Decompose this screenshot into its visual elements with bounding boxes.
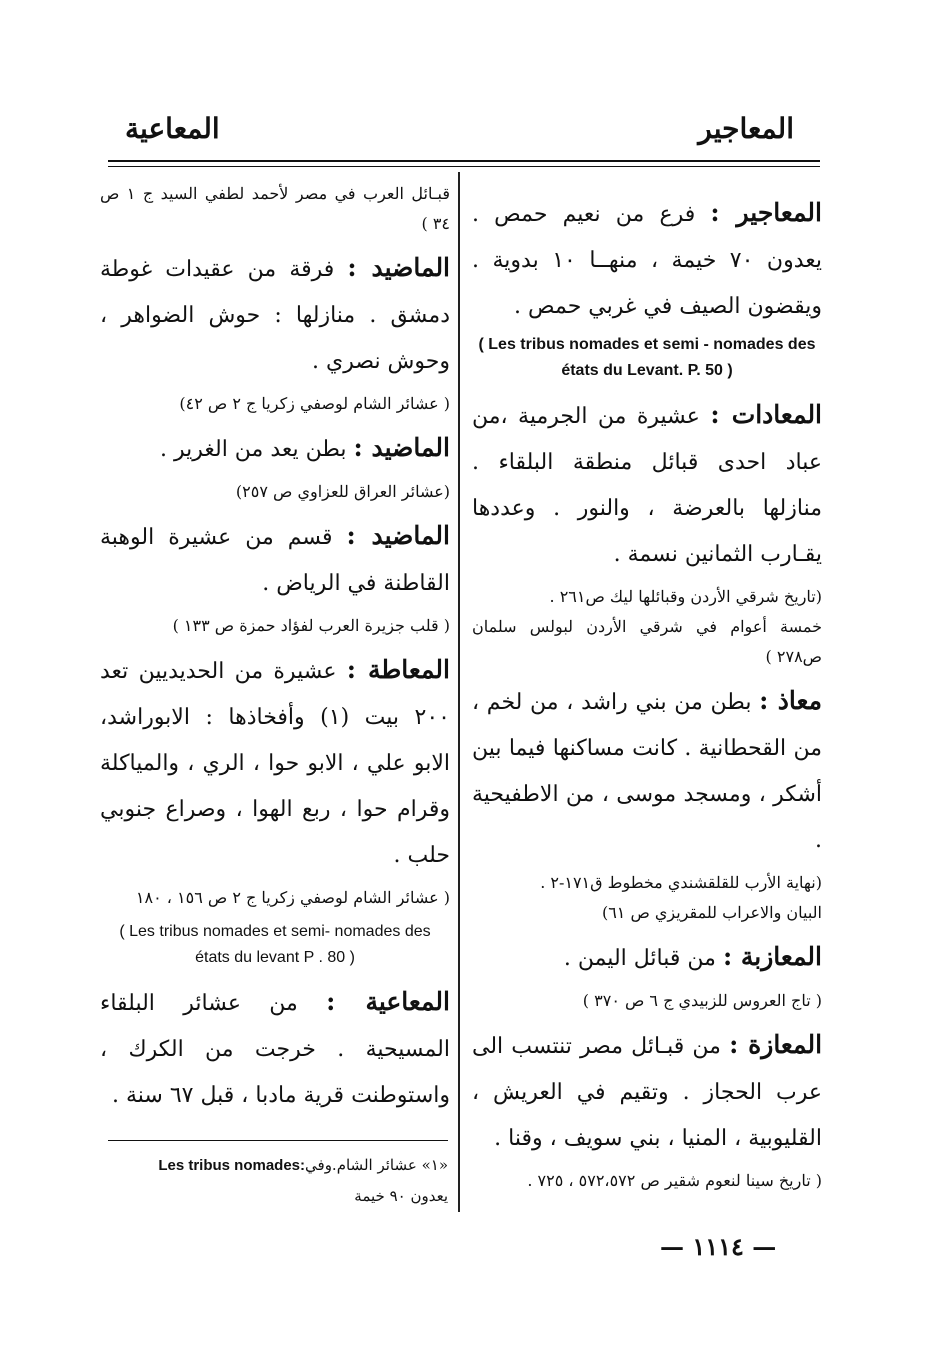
entry-body: عشيرة من الجرمية ،من عباد احدى قبائل منطقة البلقاء . منازلها بالعرضة ، والنور . وعددها يقـارب الثمانين نسمة . [472,404,822,567]
entry-maata [100,647,450,879]
footnote [108,1150,448,1211]
right-column [472,190,822,1202]
reference-continued: قبـائل العرب في مصر لأحمد لطفي السيد ج ١ ص ٣٤ ) [100,184,450,233]
entry-heading: المعازبة : [722,942,822,971]
reference-line: البيان والاعراب للمقريزي ص ٦١) [601,903,822,922]
reference-line: (نهاية الأرب للقلقشندي مخطوط ق١٧١-٢ . [540,873,822,892]
entry-maaza [472,1022,822,1162]
entry-maadh [472,678,822,864]
reference: ( تاريخ سينا لنعوم شقير ص ٥٧٢،٥٧٢ ، ٧٢٥ . [527,1171,822,1190]
running-header-right: المعاجير [698,112,794,145]
left-column [100,175,450,1119]
entry-madid-1 [100,245,450,385]
column-divider [458,172,460,1212]
reference [472,868,822,928]
footnote-rule [108,1140,448,1141]
entry-heading: المعاجير : [710,198,822,227]
entry-body: من عشائر البلقاء المسيحية . خرجت من الكرك ، واستوطنت قرية مادبا ، قبل ٦٧ سنة . [100,991,450,1108]
reference-line: خمسة أعوام في شرقي الأردن لبولس سلمان ص٢٧٨ ) [472,617,822,666]
reference [472,582,822,672]
entry-maadat [472,392,822,578]
footnote-line-2: يعدون ٩٠ خيمة [354,1187,448,1205]
footnote-arabic: «١» عشائر الشام.وفي [305,1156,448,1174]
latin-reference: ( Les tribus nomades et semi - nomades des états du Levant. P. 50 ) [478,336,816,379]
entry-heading: المعاطة : [346,655,450,684]
reference-line: (تاريخ شرقي الأردن وقبائلها ليك ص٢٦١ . [549,587,822,606]
entry-body: من قبـائل مصر تنتسب الى عرب الحجاز . وتقيم في العريش ، القليوبية ، المنيا ، بني سويف ، وقنا . [472,1034,822,1151]
entry-body: بطن يعد من الغرير . [160,437,347,462]
entry-heading: معاذ : [759,686,822,715]
running-header-left: المعاعية [125,112,220,145]
entry-heading: المعازة : [729,1030,823,1059]
reference: ( عشائر الشام لوصفي زكريا ج ٢ ص ١٥٦ ، ١٨٠ [135,888,450,907]
reference: ( تاج العروس للزبيدي ج ٦ ص ٣٧٠ ) [582,991,822,1010]
entry-body: من قبائل اليمن . [563,946,716,971]
entry-heading: الماضيد : [347,253,451,282]
entry-heading: المعاعية : [326,987,450,1016]
entry-heading: الماضيد : [353,433,450,462]
reference: ( عشائر الشام لوصفي زكريا ج ٢ ص ٤٢) [179,394,450,413]
entry-body: قسم من عشيرة الوهبة القاطنة في الرياض . [100,525,450,596]
entry-madid-2 [100,425,450,473]
entry-heading: المعادات : [710,400,823,429]
entry-body: عشيرة من الحديديين تعد ٢٠٠ بيت (١) وأفخاذها : الابوراشد، الابو علي ، الابو حوا ، الري ، والمياكلة وقرام حوا ، ربع الهوا ، وصراع جنوبي حلب . [100,659,450,868]
entry-heading: الماضيد : [346,521,450,550]
footnote-line-1 [108,1150,448,1181]
entry-body: فرقة من عقيدات غوطة دمشق . منازلها : حوش الضواهر ، وحوش نصري . [100,257,450,374]
entry-maaiya [100,979,450,1119]
reference: ( قلب جزيرة العرب لفؤاد حمزة ص ١٣٣ ) [172,616,450,635]
entry-maaziba [472,934,822,982]
entry-body: بطن من بني راشد ، من لخم ، من القحطانية . كانت مساكنها فيما بين أشكر ، ومسجد موسى ، من الاطفيحية . [472,690,822,853]
entry-body: فرع من نعيم حمص . يعدون ٧٠ خيمة ، منهــا ١٠ بدوية . ويقضون الصيف في غربي حمص . [472,202,822,319]
header-rule-thin [108,166,820,167]
header-rule [108,160,820,162]
reference: (عشائر العراق للعزاوي ص ٢٥٧) [235,482,450,501]
latin-reference: ( Les tribus nomades et semi- nomades des états du levant P . 80 ) [119,923,431,966]
footnote-latin: Les tribus nomades: [158,1157,306,1174]
entry-maajir [472,190,822,330]
entry-madid-3 [100,513,450,607]
page-number: — ١١١٤ — [660,1232,777,1261]
